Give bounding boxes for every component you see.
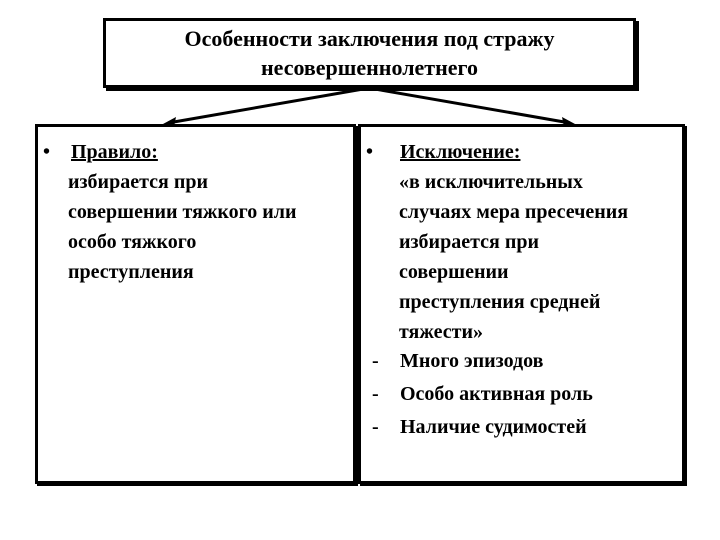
title-line-1: Особенности заключения под стражу [184, 26, 555, 51]
title-line-2: несовершеннолетнего [260, 55, 478, 80]
exception-conditions-list [361, 346, 681, 445]
bullet-icon: • [43, 141, 51, 163]
list-item [361, 346, 681, 379]
bullet-icon: • [366, 141, 374, 163]
exception-heading-label: Исключение: [400, 141, 521, 163]
list-item-label: Наличие судимостей [400, 416, 587, 438]
arrow-to-rule [168, 88, 369, 123]
list-item-label: Много эпизодов [400, 350, 544, 372]
rule-heading-label: Правило: [71, 141, 158, 163]
list-item [361, 379, 681, 412]
list-item-label: Особо активная роль [400, 383, 593, 405]
dash-marker: - [372, 416, 379, 438]
arrow-to-exception [369, 88, 570, 123]
exception-panel [358, 124, 685, 484]
dash-marker: - [372, 350, 379, 372]
dash-marker: - [372, 383, 379, 405]
list-item [361, 412, 681, 445]
rule-text: избирается при совершении тяжкого или особо тяжкого преступления [68, 171, 297, 283]
exception-text: «в исключительных случаях мера пресечения избирается при совершении преступления средней тяжести» [399, 171, 629, 343]
rule-panel [35, 124, 356, 484]
